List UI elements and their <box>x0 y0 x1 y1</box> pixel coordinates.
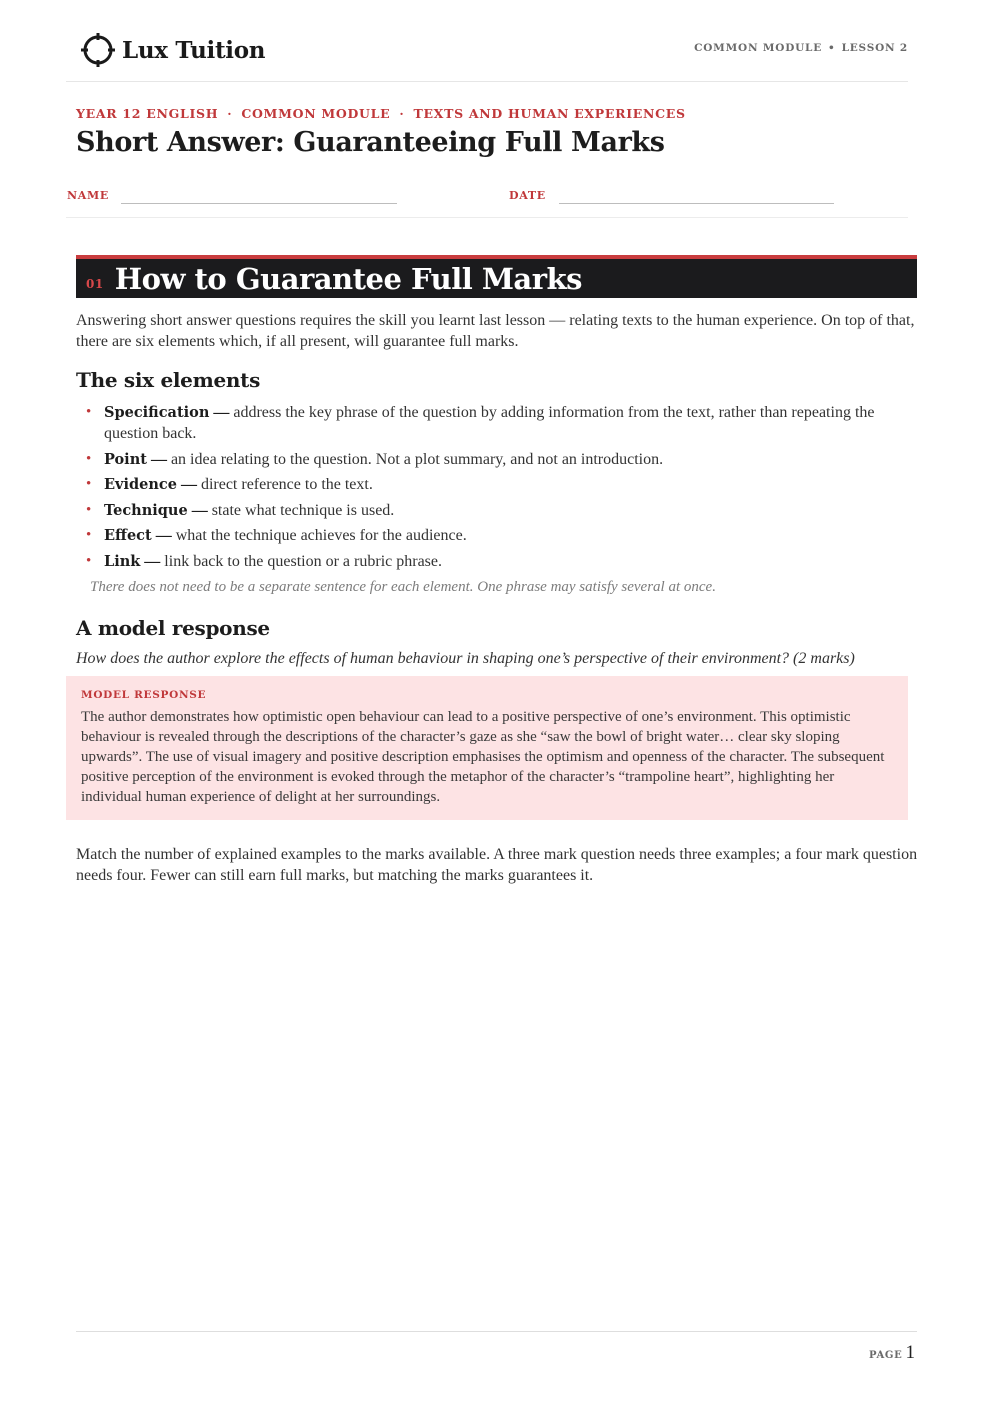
page-header <box>66 26 908 82</box>
em-dash: — <box>150 450 167 468</box>
list-item <box>86 402 912 444</box>
brand-name: Lux Tuition <box>122 36 266 64</box>
page-label: PAGE <box>868 1350 903 1361</box>
name-label: NAME <box>67 189 109 202</box>
crosshair-logo-icon <box>80 30 116 70</box>
elements-note: There does not need to be a separate sentence for each element. One phrase may satisfy several at once. <box>90 579 716 595</box>
lesson-indicator <box>694 42 908 54</box>
section-number: 01 <box>86 276 104 291</box>
element-term: Link <box>104 552 141 570</box>
six-elements-heading: The six elements <box>76 368 261 392</box>
bullet-icon: • <box>86 476 92 492</box>
em-dash: — <box>213 404 230 421</box>
element-description: what the technique achieves for the audience. <box>175 527 467 544</box>
element-term: Evidence <box>104 476 177 493</box>
model-response-label: MODEL RESPONSE <box>81 689 207 701</box>
six-elements-list <box>86 402 912 576</box>
section-header <box>76 255 917 298</box>
footer-divider <box>76 1331 917 1332</box>
brand-logo <box>80 30 265 70</box>
breadcrumb-separator: · <box>227 106 233 121</box>
closing-paragraph: Match the number of explained examples to the marks available. A three mark question needs three examples; a four mark question needs four. Fewer can still earn full marks, but matching the marks guarantees it. <box>76 846 918 884</box>
element-term: Effect <box>104 527 152 544</box>
bullet-icon: • <box>86 501 92 518</box>
header-separator: • <box>828 42 836 54</box>
date-field[interactable] <box>559 203 834 204</box>
breadcrumb-topic: TEXTS AND HUMAN EXPERIENCES <box>413 106 686 121</box>
list-item <box>86 551 912 572</box>
em-dash: — <box>144 552 161 570</box>
bullet-icon: • <box>86 552 92 569</box>
bullet-icon: • <box>86 450 92 467</box>
em-dash: — <box>191 501 208 519</box>
model-heading: A model response <box>76 616 270 640</box>
element-description: state what technique is used. <box>211 501 395 519</box>
name-field[interactable] <box>121 203 397 204</box>
date-label: DATE <box>509 189 546 202</box>
breadcrumb <box>76 106 686 121</box>
em-dash: — <box>155 527 172 544</box>
element-term: Specification <box>104 404 210 421</box>
list-item <box>86 474 912 495</box>
section-intro: Answering short answer questions requires the skill you learnt last lesson — relating texts to the human experience. On top of that, there are six elements which, if all present, will guarantee full marks. <box>76 312 915 350</box>
section-title: How to Guarantee Full Marks <box>114 261 582 296</box>
header-module: COMMON MODULE <box>694 42 823 54</box>
bullet-icon: • <box>86 404 92 420</box>
list-item <box>86 525 912 546</box>
model-question: How does the author explore the effects of human behaviour in shaping one’s perspective of their environment? (2 marks) <box>76 650 855 667</box>
student-fields <box>66 184 908 218</box>
em-dash: — <box>180 476 197 493</box>
breadcrumb-module: COMMON MODULE <box>241 106 391 121</box>
list-item <box>86 449 912 470</box>
element-term: Point <box>104 450 147 468</box>
breadcrumb-year: YEAR 12 ENGLISH <box>76 106 219 121</box>
element-description: an idea relating to the question. Not a plot summary, and not an introduction. <box>170 450 664 468</box>
element-description: address the key phrase of the question by adding information from the text, rather than repeating the question back. <box>104 404 875 442</box>
model-response-text: The author demonstrates how optimistic open behaviour can lead to a positive perspective of one’s environment. This optimistic behaviour is revealed through the descriptions of the character’s gaze as she “saw the bowl of bright water… clear sky sloping upwards”. The use of visual imagery and positive description emphasises the optimism and openness of the character. The subsequent positive perception of the environment is evoked through the metaphor of the character’s “trampoline heart”, highlighting her individual human experience of delight at her surroundings. <box>81 709 885 805</box>
model-response-box <box>66 676 908 820</box>
element-description: link back to the question or a rubric phrase. <box>164 552 442 570</box>
element-description: direct reference to the text. <box>200 476 373 493</box>
page-title: Short Answer: Guaranteeing Full Marks <box>76 127 665 158</box>
header-lesson: LESSON 2 <box>841 42 908 54</box>
page-value: 1 <box>905 1342 915 1363</box>
page-number <box>869 1342 915 1364</box>
bullet-icon: • <box>86 527 92 543</box>
breadcrumb-separator: · <box>399 106 405 121</box>
list-item <box>86 500 912 521</box>
element-term: Technique <box>104 501 188 519</box>
